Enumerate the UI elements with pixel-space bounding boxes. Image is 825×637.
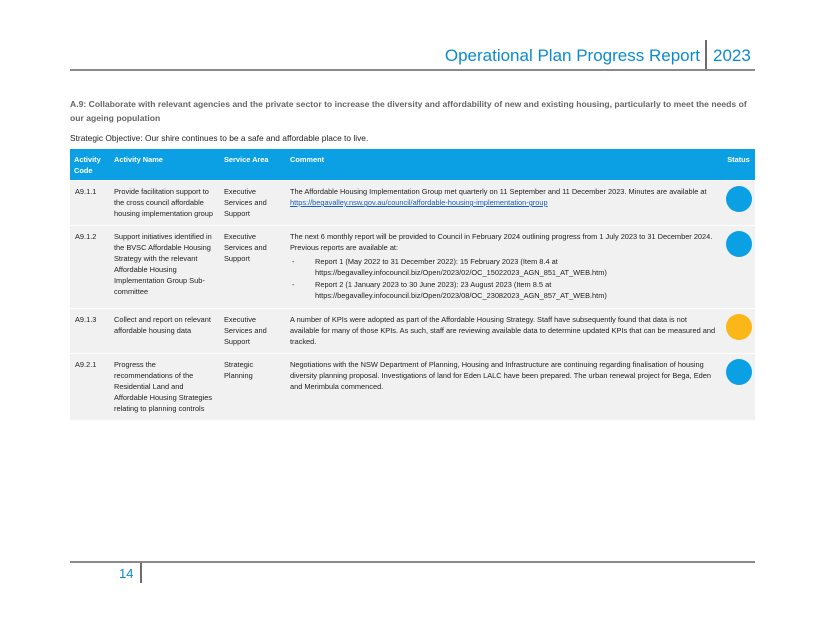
- table-header-row: [70, 149, 755, 181]
- footer-rule: [70, 561, 755, 563]
- comment-text: The Affordable Housing Implementation Group met quarterly on 11 September and 11 December 2023. Minutes are available at: [290, 187, 707, 196]
- status-cell: [722, 226, 755, 309]
- section-heading: A.9: Collaborate with relevant agencies and the private sector to increase the diversity and affordability of new and existing housing, particularly to meet the needs of our ageing population: [70, 99, 747, 123]
- status-indicator-icon: [726, 314, 752, 340]
- list-item: - Report 2 (1 January 2023 to 30 June 2023): 23 August 2023 (Item 8.5 at https://begavalley.infocouncil.biz/Open/2023/08/OC_23082023_AGN_857_AT_WEB.htm): [290, 279, 718, 301]
- comment-cell: [286, 181, 722, 226]
- table-row: [70, 181, 755, 226]
- list-item: - Report 1 (May 2022 to 31 December 2022): 15 February 2023 (Item 8.4 at https://begavalley.infocouncil.biz/Open/2023/02/OC_15022023_AGN_851_AT_WEB.htm): [290, 256, 718, 278]
- status-cell: [722, 181, 755, 226]
- status-cell: [722, 309, 755, 354]
- status-indicator-icon: [726, 186, 752, 212]
- table-row: [70, 309, 755, 354]
- report-title: Operational Plan Progress Report: [444, 46, 700, 65]
- page-number: 14: [119, 566, 134, 581]
- activity-code: A9.2.1: [70, 354, 110, 421]
- table-row: [70, 354, 755, 421]
- column-header-name: Activity Name: [110, 149, 220, 181]
- activity-code: A9.1.3: [70, 309, 110, 354]
- service-area: Executive Services and Support: [220, 181, 286, 226]
- column-header-area: Service Area: [220, 149, 286, 181]
- comment-text: Negotiations with the NSW Department of Planning, Housing and Infrastructure are continuing regarding finalisation of housing diversity planning proposal. Investigations of land for Eden LALC have been prepared. The urban renewal project for Bega, Eden and Merimbula commenced.: [290, 360, 711, 391]
- service-area: Executive Services and Support: [220, 226, 286, 309]
- column-header-code: Activity Code: [70, 149, 110, 181]
- activity-table: [70, 149, 755, 420]
- activity-name: Support initiatives identified in the BVSC Affordable Housing Strategy with the relevant Affordable Housing Implementation Group Sub-committee: [110, 226, 220, 309]
- table-row: [70, 226, 755, 309]
- service-area: Executive Services and Support: [220, 309, 286, 354]
- column-header-comment: Comment: [286, 149, 722, 181]
- comment-text: The next 6 monthly report will be provided to Council in February 2024 outlining progress from 1 July 2023 to 31 December 2024. Previous reports are available at:: [290, 232, 713, 252]
- activity-name: Progress the recommendations of the Residential Land and Affordable Housing Strategies relating to planning controls: [110, 354, 220, 421]
- comment-link[interactable]: https://begavalley.nsw.gov.au/council/affordable-housing-implementation-group: [290, 198, 548, 207]
- activity-code: A9.1.2: [70, 226, 110, 309]
- strategic-objective: Strategic Objective: Our shire continues to be a safe and affordable place to live.: [70, 133, 369, 143]
- activity-name: Collect and report on relevant affordable housing data: [110, 309, 220, 354]
- comment-cell: [286, 354, 722, 421]
- column-header-status: Status: [722, 149, 755, 181]
- comment-text: A number of KPIs were adopted as part of the Affordable Housing Strategy. Staff have subsequently found that data is not available for many of those KPIs. As such, staff are reviewing available data to determine updated KPIs that can be measured and tracked.: [290, 315, 716, 346]
- activity-name: Provide facilitation support to the cross council affordable housing implementation group: [110, 181, 220, 226]
- header-divider: [705, 40, 707, 71]
- report-list: [290, 256, 718, 301]
- status-cell: [722, 354, 755, 421]
- status-indicator-icon: [726, 231, 752, 257]
- service-area: Strategic Planning: [220, 354, 286, 421]
- footer-divider: [140, 563, 142, 583]
- comment-cell: [286, 226, 722, 309]
- status-indicator-icon: [726, 359, 752, 385]
- activity-code: A9.1.1: [70, 181, 110, 226]
- report-year: 2023: [713, 46, 751, 65]
- header-rule: [70, 69, 755, 71]
- comment-cell: [286, 309, 722, 354]
